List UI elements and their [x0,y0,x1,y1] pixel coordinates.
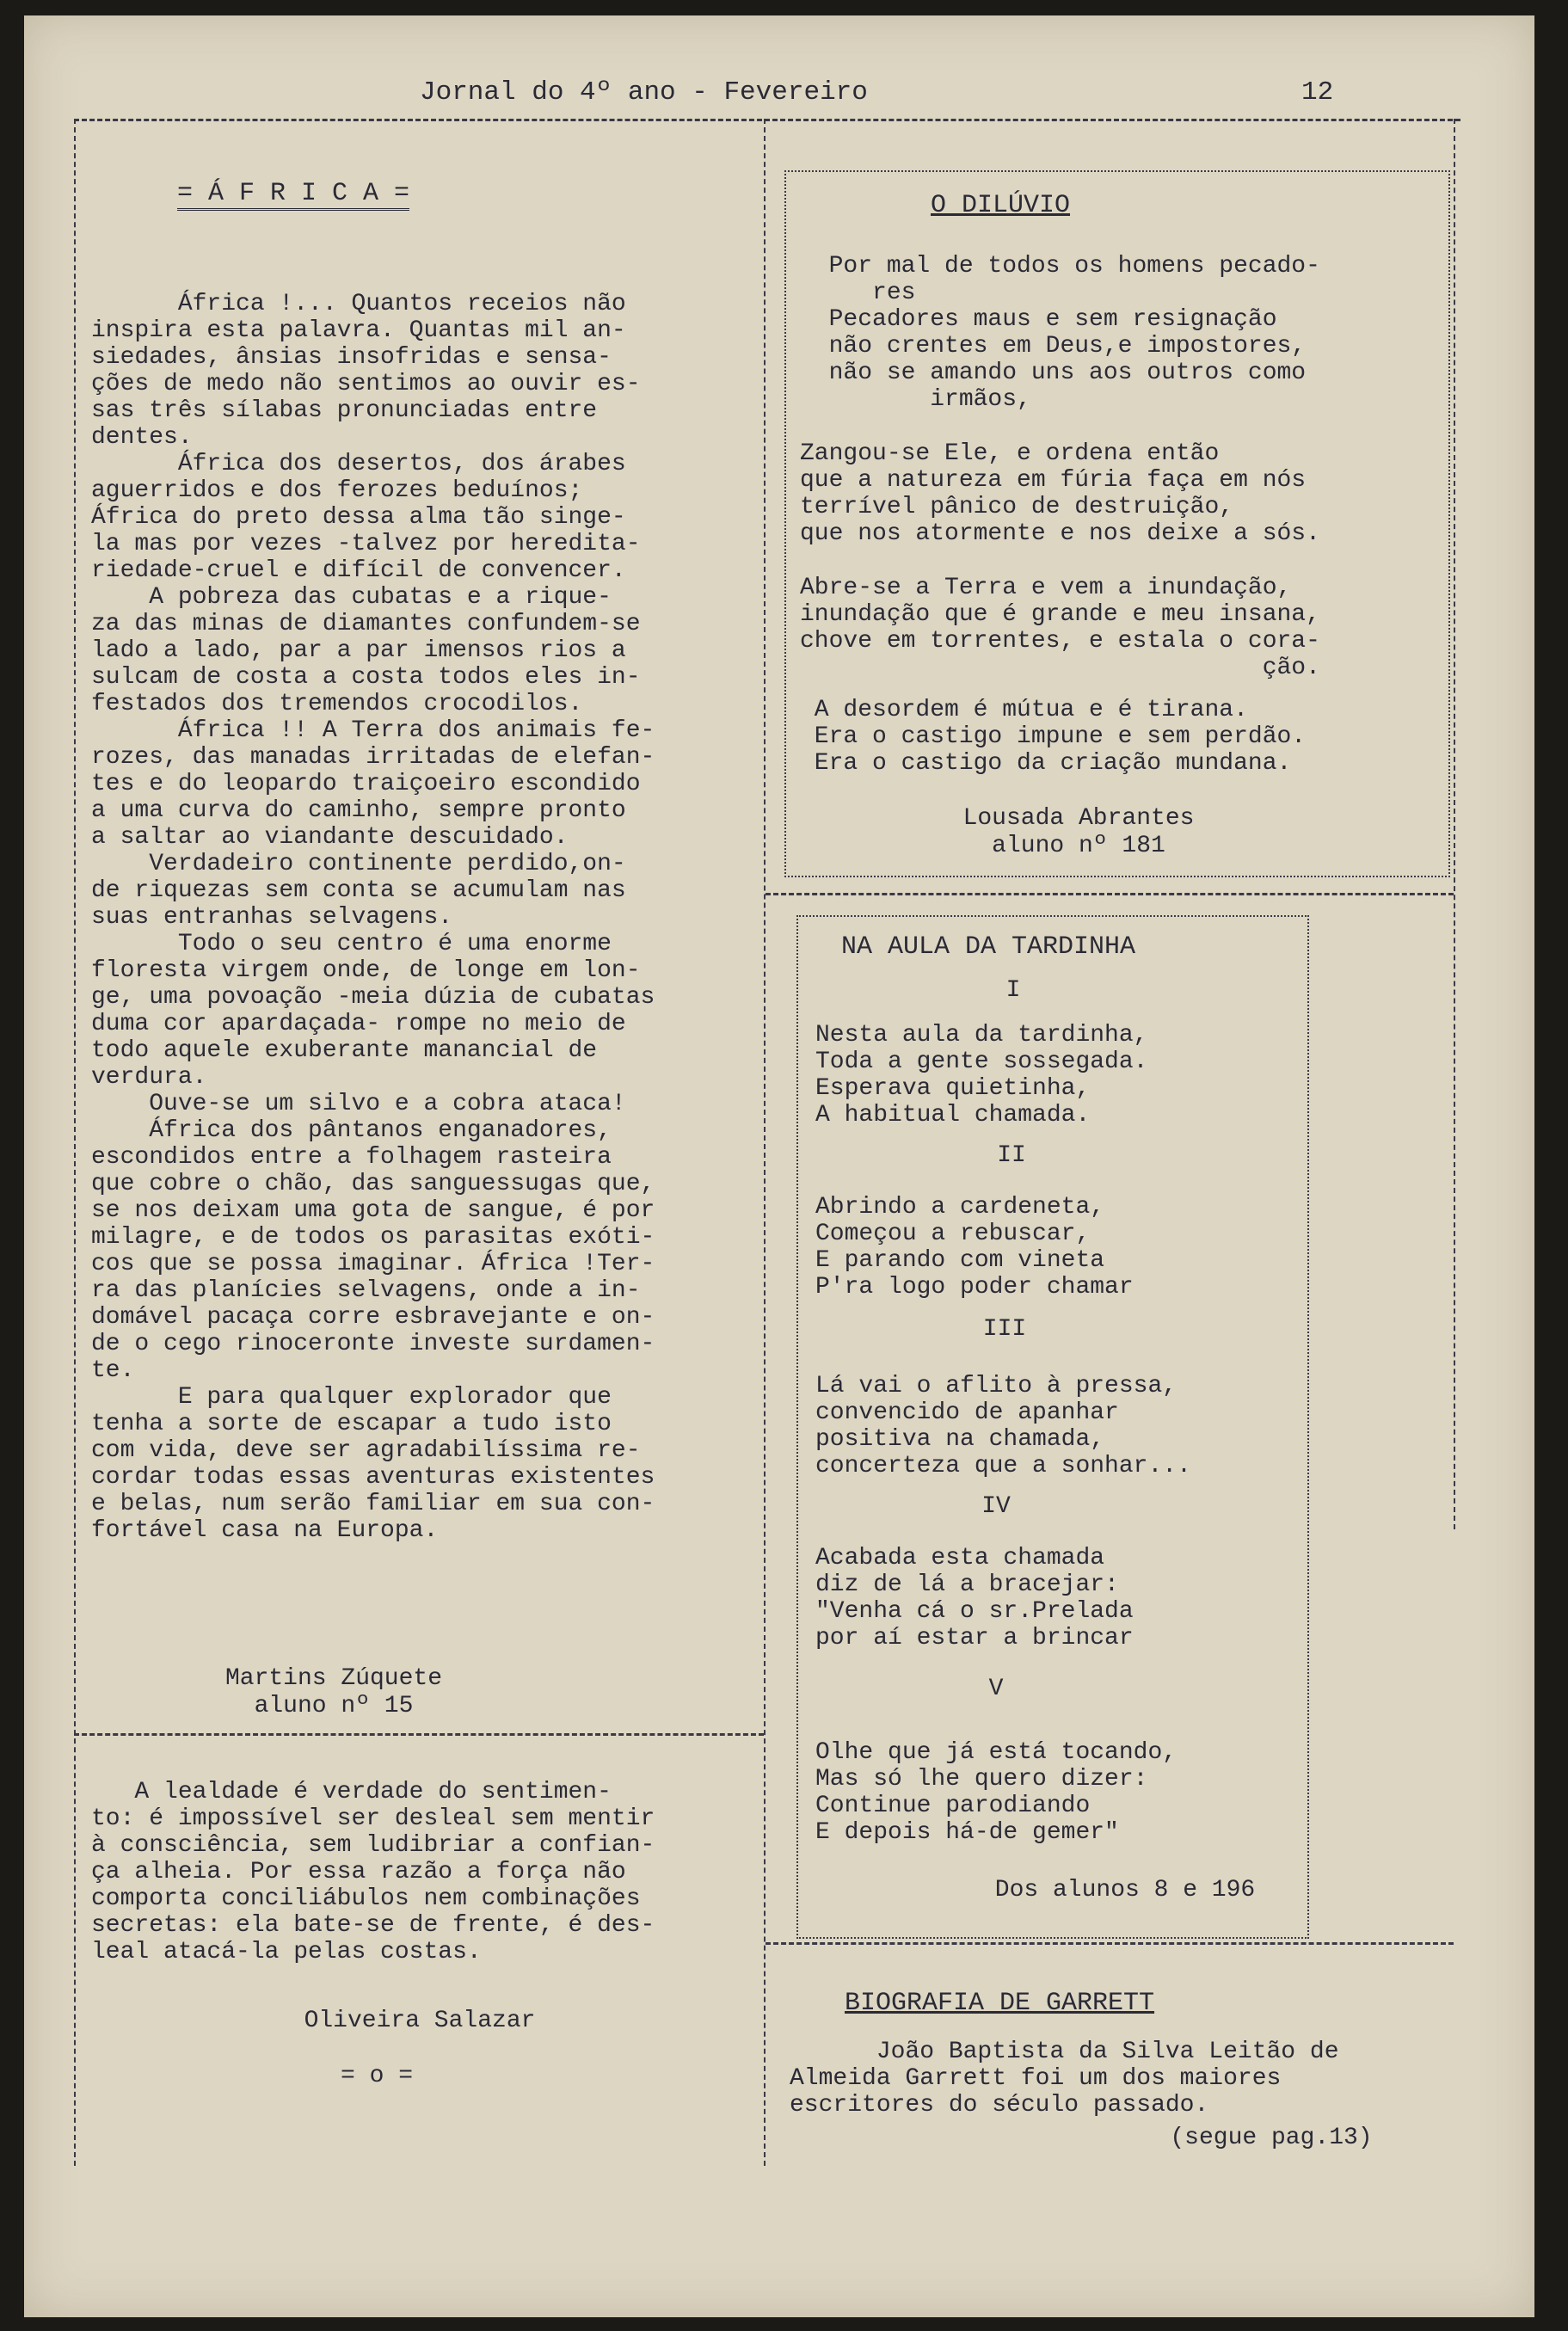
newspaper-page [24,15,1534,2317]
aula-stanza-5: Olhe que já está tocando, Mas só lhe quero dizer: Continue parodiando E depois há-de gemer" [815,1739,1178,1846]
aula-stanza-4: Acabada esta chamada diz de lá a bracejar: "Venha cá o sr.Prelada por aí estar a brincar [815,1545,1134,1651]
diluvio-heading: O DILÚVIO [931,191,1071,220]
africa-signature-number: aluno nº 15 [254,1693,414,1719]
page-header [24,77,1534,120]
africa-signature [196,1665,471,1720]
right-divider-2 [766,1942,1454,1945]
lealdade-signature: Oliveira Salazar [304,2008,536,2034]
africa-text: África !... Quantos receios não inspira esta palavra. Quantas mil an- siedades, ânsias insofridas e sensa- ções de medo não sentimos ao ouvir es- sas três sílabas pronunciadas entre dentes. África dos desertos, dos árabes aguerridos e dos ferozes beduínos; África do preto dessa alma tão singe- la mas por vezes -talvez por heredita- riedade-cruel e difícil de convencer. A pobreza das cubatas e a rique- za das minas de diamantes confundem-se lado a lado, par a par imensos rios a sulcam de costa a costa todos eles in- festados dos tremendos crocodilos. África !! A Terra dos animais fe- rozes, das manadas irritadas de elefan- tes e do leopardo traiçoeiro escondido a uma curva do caminho, sempre pronto a saltar ao viandante descuidado. Verdadeiro continente perdido,on- de riquezas sem conta se acumulam nas suas entranhas selvagens. Todo o seu centro é uma enorme floresta virgem onde, de longe em lon- ge, uma povoação -meia dúzia de cubatas duma cor apardaçada- rompe no meio de todo aquele exuberante manancial de verdura. Ouve-se um silvo e a cobra ataca! África dos pântanos enganadores, escondidos entre a folhagem rasteira que cobre o chão, das sanguessugas que, se nos deixam uma gota de sangue, é por milagre, e de todos os parasitas exóti- cos que se possa imaginar. África !Ter- ra das planícies selvagens, onde a in- domável pacaça corre esbravejante e on- de o cego rinoceronte investe surdamen- te. E para qualquer explorador que tenha a sorte de escapar a tudo isto com vida, deve ser agradabilíssima re- cordar todas essas aventuras existentes e belas, num serão familiar em sua con- fortável casa na Europa. [91,291,655,1544]
lealdade-text: A lealdade é verdade do sentimen- to: é impossível ser desleal sem mentir à consciência, sem ludibriar a confian- ça alheia. Por essa razão a força não comporta conciliábulos nem combinações secretas: ela bate-se de frente, é des- leal atacá-la pelas costas. [91,1779,655,1965]
top-rule [74,119,1460,121]
lealdade-end-mark: = o = [340,2063,413,2089]
diluvio-signature-number: aluno nº 181 [992,833,1165,859]
diluvio-stanza-2: Zangou-se Ele, e ordena então que a natureza em fúria faça em nós terrível pânico de destruição, que nos atormente e nos deixe a sós. [800,440,1320,547]
diluvio-stanza-4: A desordem é mútua e é tirana. Era o castigo impune e sem perdão. Era o castigo da criação mundana. [814,697,1307,777]
diluvio-signature [932,805,1225,860]
page-number: 12 [1301,77,1334,108]
journal-title: Jornal do 4º ano - Fevereiro [420,77,868,108]
aula-numeral-2: II [997,1142,1026,1169]
aula-numeral-1: I [1005,977,1021,1004]
diluvio-stanza-3: Abre-se a Terra e vem a inundação, inundação que é grande e meu insana, chove em torrentes, e estala o cora- ção. [800,575,1320,681]
aula-heading: NA AULA DA TARDINHA [841,932,1136,962]
diluvio-stanza-1: Por mal de todos os homens pecado- res Pecadores maus e sem resignação não crentes em Deus,e impostores, não se amando uns aos outros como irmãos, [828,253,1320,413]
aula-numeral-3: III [982,1316,1027,1343]
aula-stanza-1: Nesta aula da tardinha, Toda a gente sossegada. Esperava quietinha, A habitual chamada. [815,1022,1148,1129]
center-divider [764,119,766,2166]
africa-heading: = Á F R I C A = [177,179,409,211]
biografia-continues: (segue pag.13) [1170,2125,1373,2151]
aula-stanza-2: Abrindo a cardeneta, Começou a rebuscar, E parando com vineta P'ra logo poder chamar [815,1194,1134,1301]
aula-signature: Dos alunos 8 e 196 [994,1877,1256,1904]
diluvio-signature-name: Lousada Abrantes [962,805,1195,832]
left-frame-line [74,119,76,2166]
right-frame-line [1454,119,1455,1529]
biografia-text: João Baptista da Silva Leitão de Almeida Garrett foi um dos maiores escritores do século passado. [790,2039,1339,2119]
aula-numeral-5: V [988,1676,1004,1702]
biografia-heading: BIOGRAFIA DE GARRETT [845,1989,1155,2018]
left-column-divider [74,1733,764,1736]
aula-numeral-4: IV [981,1493,1011,1520]
africa-signature-name: Martins Zúquete [224,1665,443,1692]
right-divider-1 [766,893,1454,895]
aula-stanza-3: Lá vai o aflito à pressa, convencido de apanhar positiva na chamada, concerteza que a sonhar... [815,1373,1191,1479]
